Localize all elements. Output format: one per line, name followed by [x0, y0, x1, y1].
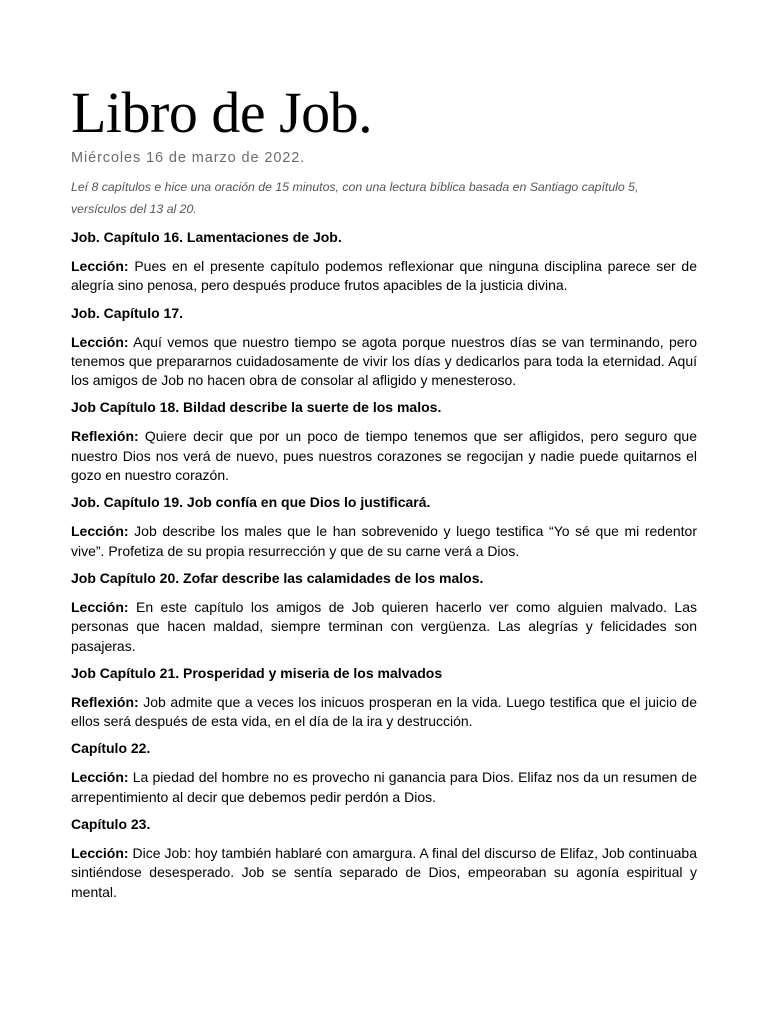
paragraph-label: Lección: — [71, 333, 129, 350]
paragraph-label: Reflexión: — [71, 428, 139, 445]
document-intro: Leí 8 capítulos e hice una oración de 15 minutos, con una lectura bíblica basada en Santiago capítulo 5, versículos del 13 al 20. — [71, 180, 639, 216]
section-paragraph — [71, 768, 697, 807]
section-chapter-18 — [71, 398, 697, 485]
document-date: Miércoles 16 de marzo de 2022. — [71, 150, 306, 166]
section-paragraph — [71, 522, 697, 561]
section-heading: Job. Capítulo 16. Lamentaciones de Job. — [71, 229, 342, 245]
paragraph-label: Lección: — [71, 769, 129, 786]
section-heading: Capítulo 22. — [71, 740, 151, 757]
section-paragraph — [71, 598, 697, 656]
document-page — [71, 82, 697, 902]
paragraph-text: En este capítulo los amigos de Job quieren hacerlo ver como alguien malvado. Las personas que hacen maldad, siempre terminan con vergüenza. Las alegrías y felicidades son pasajeras. — [71, 598, 697, 654]
paragraph-text: Job admite que a veces los inicuos prosperan en la vida. Luego testifica que el juicio de ellos será después de esta vida, en el día de la ira y destrucción. — [71, 693, 697, 730]
paragraph-label: Lección: — [71, 258, 129, 274]
section-paragraph — [71, 257, 697, 296]
section-heading: Job. Capítulo 19. Job confía en que Dios lo justificará. — [71, 494, 431, 511]
section-heading: Job Capítulo 18. Bildad describe la suerte de los malos. — [71, 399, 442, 416]
paragraph-text: Quiere decir que por un poco de tiempo tenemos que ser afligidos, pero seguro que nuestro Dios nos verá de nuevo, pues nuestros corazones se regocijan y nadie puede quitarnos el gozo en nuestro corazón. — [71, 428, 697, 484]
section-heading: Job Capítulo 21. Prosperidad y miseria de los malvados — [71, 664, 443, 681]
paragraph-text: Job describe los males que le han sobrevenido y luego testifica “Yo sé que mi redentor vive”. Profetiza de su propia resurrección y que de su carne verá a Dios. — [71, 523, 697, 559]
section-chapter-16 — [71, 228, 697, 296]
section-chapter-22 — [71, 739, 697, 807]
section-heading: Job Capítulo 20. Zofar describe las calamidades de los malos. — [71, 569, 484, 586]
paragraph-label: Reflexión: — [71, 693, 139, 710]
section-paragraph — [71, 333, 697, 391]
section-heading: Job. Capítulo 17. — [71, 304, 184, 321]
section-paragraph — [71, 693, 697, 732]
section-heading: Capítulo 23. — [71, 816, 151, 833]
paragraph-label: Lección: — [71, 523, 129, 540]
paragraph-text: Pues en el presente capítulo podemos reflexionar que ninguna disciplina parece ser de alegría sino penosa, pero después produce frutos apacibles de la justicia divina. — [71, 258, 697, 294]
paragraph-text: Dice Job: hoy también hablaré con amargura. A final del discurso de Elifaz, Job continuaba sintiéndose desesperado. Job se sentía separado de Dios, empeoraban su agonía espiritual y mental. — [71, 845, 697, 900]
section-chapter-21 — [71, 664, 697, 732]
section-paragraph — [71, 427, 697, 485]
section-chapter-23 — [71, 815, 697, 902]
paragraph-text: La piedad del hombre no es provecho ni ganancia para Dios. Elifaz nos da un resumen de arrepentimiento al decir que debemos pedir perdón a Dios. — [71, 769, 697, 805]
paragraph-label: Lección: — [71, 845, 129, 862]
section-chapter-20 — [71, 569, 697, 656]
paragraph-text: Aquí vemos que nuestro tiempo se agota porque nuestros días se van terminando, pero tenemos que prepararnos cuidadosamente de vivir los días y dedicarlos para toda la eternidad. Aquí los amigos de Job no hacen obra de consolar al afligido y menesteroso. — [71, 333, 697, 389]
section-chapter-19 — [71, 493, 697, 561]
paragraph-label: Lección: — [71, 598, 129, 615]
section-paragraph — [71, 844, 697, 902]
document-title: Libro de Job. — [71, 80, 373, 145]
section-chapter-17 — [71, 304, 697, 391]
